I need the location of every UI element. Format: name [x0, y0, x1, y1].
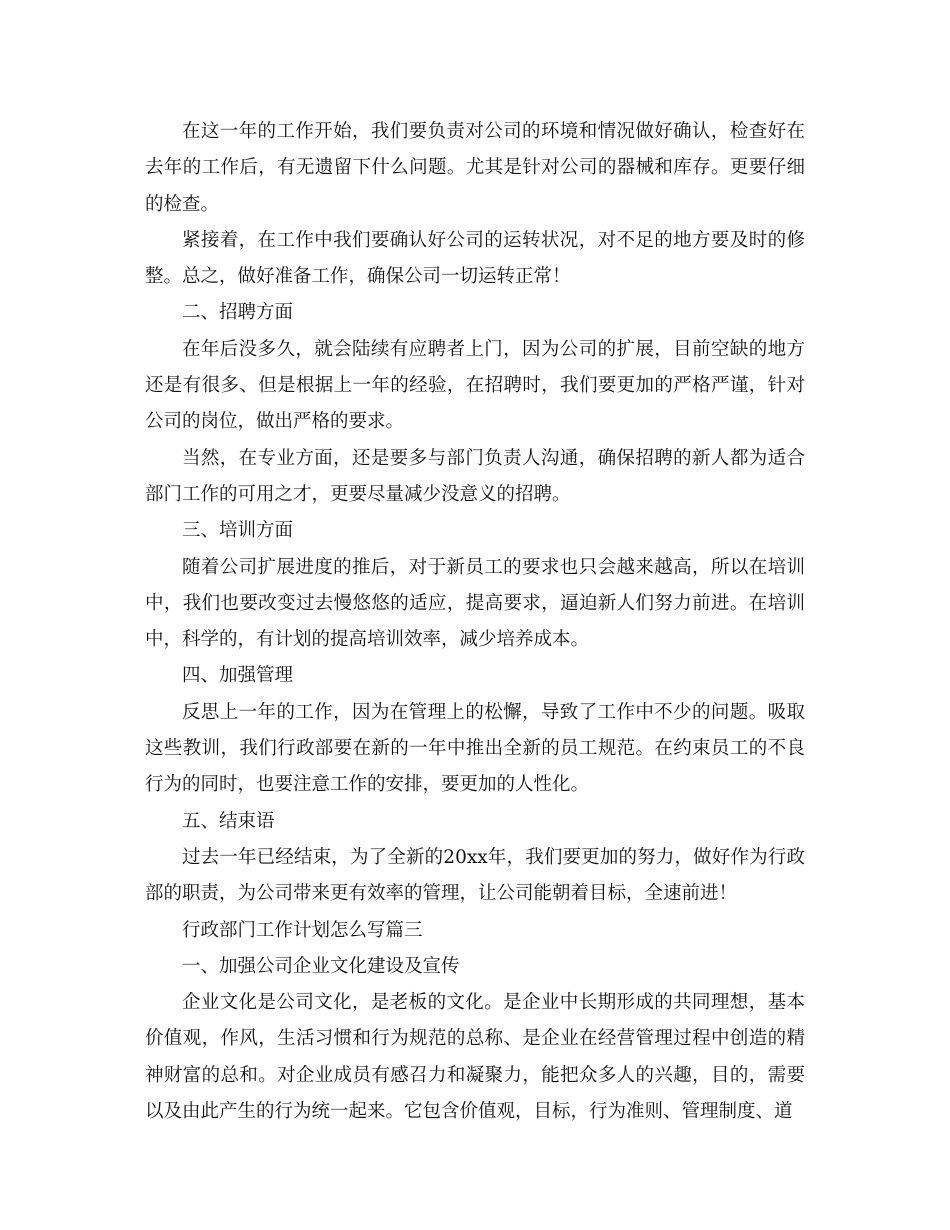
paragraph-corporate-culture: 企业文化是公司文化，是老板的文化。是企业中长期形成的共同理想，基本价值观，作风，生活习惯和行为规范的总称、是企业在经营管理过程中创造的精神财富的总和。对企业成员有感召力和凝聚力，能把众多人的兴趣，目的，需要以及由此产生的行为统一起来。它包含价值观，目标，行为准则、管理制度、道: [145, 992, 805, 1123]
paragraph-recruitment-strict: 在年后没多久，就会陆续有应聘者上门，因为公司的扩展，目前空缺的地方还是有很多、但是根据上一年的经验，在招聘时，我们要更加的严格严谨，针对公司的岗位，做出严格的要求。: [145, 338, 805, 433]
paragraph-conclusion: 过去一年已经结束，为了全新的20xx年，我们要更加的努力，做好作为行政部的职责，为公司带来更有效率的管理，让公司能朝着目标，全速前进！: [145, 846, 805, 905]
paragraph-management: 反思上一年的工作，因为在管理上的松懈，导致了工作中不少的问题。吸取这些教训，我们行政部要在新的一年中推出全新的员工规范。在约束员工的不良行为的同时，也要注意工作的安排，要更加的人性化。: [145, 701, 805, 796]
article-title-part-three: 行政部门工作计划怎么写篇三: [182, 919, 423, 941]
paragraph-env-check: 在这一年的工作开始，我们要负责对公司的环境和情况做好确认，检查好在去年的工作后，有无遗留下什么问题。尤其是针对公司的器械和库存。更要仔细的检查。: [145, 121, 805, 215]
section-heading-training: 三、培训方面: [182, 520, 294, 542]
paragraph-training: 随着公司扩展进度的推后，对于新员工的要求也只会越来越高，所以在培训中，我们也要改变过去慢悠悠的适应，提高要求，逼迫新人们努力前进。在培训中，科学的，有计划的提高培训效率，减少培养成本。: [145, 556, 805, 651]
paragraph-recruitment-communication: 当然，在专业方面，还是要多与部门负责人沟通，确保招聘的新人都为适合部门工作的可用之才，更要尽量减少没意义的招聘。: [145, 447, 805, 505]
section-heading-recruitment: 二、招聘方面: [182, 302, 294, 324]
section-heading-management: 四、加强管理: [182, 665, 294, 687]
section-heading-conclusion: 五、结束语: [182, 810, 275, 832]
paragraph-operation-status: 紧接着，在工作中我们要确认好公司的运转状况，对不足的地方要及时的修整。总之，做好准备工作，确保公司一切运转正常！: [145, 229, 805, 288]
document-body: [145, 114, 805, 1130]
section-heading-corporate-culture: 一、加强公司企业文化建设及宣传: [182, 955, 460, 977]
